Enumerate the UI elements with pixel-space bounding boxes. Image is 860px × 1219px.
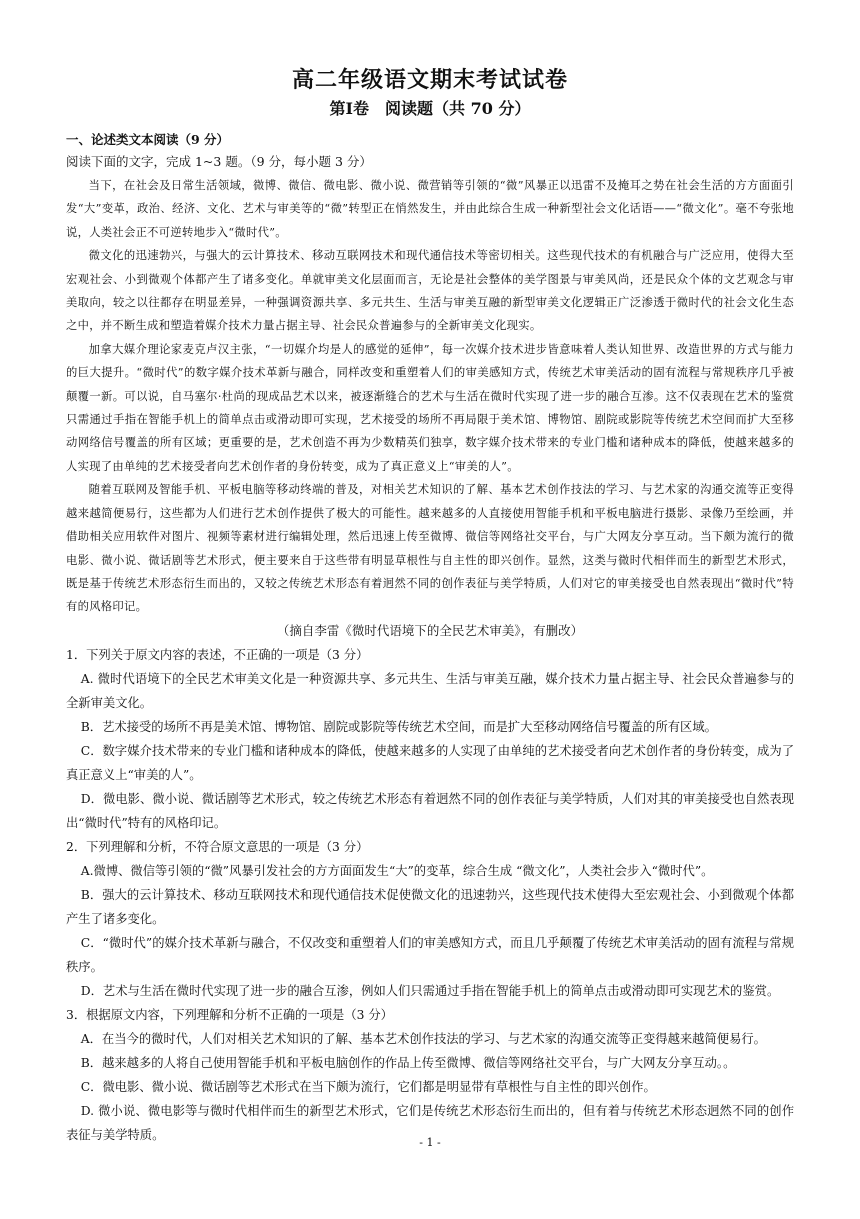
passage-paragraph-4: 随着互联网及智能手机、平板电脑等移动终端的普及，对相关艺术知识的了解、基本艺术创作技法的学习、与艺术家的沟通交流等正变得越来越简便易行，这些都为人们进行艺术创作提供了极大的可能性。越来越多的人直接使用智能手机和平板电脑进行摄影、录像乃至绘画，并借助相关应用软件对图片、视频等素材进行编辑处理，然后迅速上传至微博、微信等网络社交平台，与广大网友分享互动。当下颇为流行的微电影、微小说、微话剧等艺术形式，便主要来自于这些带有明显草根性与自主性的即兴创作。显然，这类与微时代相伴而生的新型艺术形式，既是基于传统艺术形态衍生而出的，又较之传统艺术形态有着迥然不同的创作表征与美学特质，人们对它的审美接受也自然表现出“微时代”特有的风格印记。 — [66, 483, 794, 614]
exam-title: 高二年级语文期末考试试卷 — [291, 67, 568, 93]
passage-paragraph-3: 加拿大媒介理论家麦克卢汉主张，“一切媒介均是人的感觉的延伸”，每一次媒介技术进步皆意味着人类认知世界、改造世界的方式与能力的巨大提升。“微时代”的数字媒介技术革新与融合，同样改变和重塑着人们的审美感知方式，传统艺术审美活动的固有流程与常规秩序几乎被颠覆一新。可以说，自马塞尔·杜尚的现成品艺术以来，被逐渐缝合的艺术与生活在微时代实现了进一步的融合互渗。这不仅表现在艺术的鉴赏只需通过手指在智能手机上的简单点击或滑动即可实现，艺术接受的场所不再局限于美术馆、博物馆、剧院或影院等传统艺术空间而扩大至移动网络信号覆盖的所有区域；更重要的是，艺术创造不再为少数精英们独享，数字媒介技术带来的专业门槛和诸种成本的降低，使越来越多的人实现了由单纯的艺术接受者向艺术创作者的身份转变，成为了真正意义上“审美的人”。 — [66, 342, 794, 473]
option-b: B．强大的云计算技术、移动互联网技术和现代通信技术促使微文化的迅速勃兴，这些现代技术使得大至宏观社会、小到微观个体都产生了诸多变化。 — [66, 887, 794, 926]
option-d: D．微电影、微小说、微话剧等艺术形式，较之传统艺术形态有着迥然不同的创作表征与美学特质，人们对其的审美接受也自然表现出“微时代”特有的风格印记。 — [66, 791, 794, 830]
option-c: C．数字媒介技术带来的专业门槛和诸种成本的降低，使越来越多的人实现了由单纯的艺术接受者向艺术创作者的身份转变，成为了真正意义上“审美的人”。 — [66, 743, 794, 782]
question-stem: 1．下列关于原文内容的表述，不正确的一项是（3 分） — [66, 647, 369, 662]
question-stem: 2．下列理解和分析，不符合原文意思的一项是（3 分） — [66, 839, 369, 854]
option-d: D．艺术与生活在微时代实现了进一步的融合互渗，例如人们只需通过手指在智能手机上的简单点击或滑动即可实现艺术的鉴赏。 — [80, 983, 780, 998]
section-instruction: 阅读下面的文字，完成 1~3 题。（9 分，每小题 3 分） — [66, 154, 372, 169]
question-stem: 3．根据原文内容，下列理解和分析不正确的一项是（3 分） — [66, 1007, 393, 1022]
question-3 — [66, 1003, 794, 1147]
question-1 — [66, 643, 794, 835]
option-a: A．在当今的微时代，人们对相关艺术知识的了解、基本艺术创作技法的学习、与艺术家的沟通交流等正变得越来越简便易行。 — [80, 1031, 766, 1046]
exam-content — [66, 130, 794, 1147]
part-title: 第Ⅰ卷 阅读题（共 70 分） — [329, 99, 531, 118]
passage-source: （摘自李雷《微时代语境下的全民艺术审美》，有删改） — [276, 622, 584, 638]
option-c: C．“微时代”的媒介技术革新与融合，不仅改变和重塑着人们的审美感知方式，而且几乎颠覆了传统艺术审美活动的固有流程与常规秩序。 — [66, 935, 794, 974]
passage-paragraph-1: 当下，在社会及日常生活领域，微博、微信、微电影、微小说、微营销等引领的“微”风暴正以迅雷不及掩耳之势在社会生活的方方面面引发“大”变革，政治、经济、文化、艺术与审美等的“微”转型正在悄然发生，并由此综合生成一种新型社会文化话语——“微文化”。毫不夸张地说，人类社会正不可逆转地步入“微时代”。 — [66, 179, 794, 239]
question-2 — [66, 835, 794, 1003]
option-c: C．微电影、微小说、微话剧等艺术形式在当下颇为流行，它们都是明显带有草根性与自主性的即兴创作。 — [80, 1079, 656, 1094]
option-a: A.微博、微信等引领的“微”风暴引发社会的方方面面发生“大”的变革，综合生成 “微文化”，人类社会步入“微时代”。 — [80, 863, 714, 878]
option-d: D. 微小说、微电影等与微时代相伴而生的新型艺术形式，它们是传统艺术形态衍生而出的，但有着与传统艺术形态迥然不同的创作表征与美学特质。 — [66, 1103, 794, 1142]
option-b: B．越来越多的人将自己使用智能手机和平板电脑创作的作品上传至微博、微信等网络社交平台，与广大网友分享互动。。 — [80, 1055, 736, 1070]
passage-paragraph-2: 微文化的迅速勃兴，与强大的云计算技术、移动互联网技术和现代通信技术等密切相关。这些现代技术的有机融合与广泛应用，使得大至宏观社会、小到微观个体都产生了诸多变化。单就审美文化层面而言，无论是社会整体的美学图景与审美风尚，还是民众个体的文艺观念与审美取向，较之以往都存在明显差异，一种强调资源共享、多元共生、生活与审美互融的新型审美文化逻辑正广泛渗透于微时代的社会文化生态之中，并不断生成和塑造着媒介技术力量占据主导、社会民众普遍参与的全新审美文化现实。 — [66, 249, 794, 333]
page-number: - 1 - — [419, 1136, 441, 1149]
section-heading: 一、论述类文本阅读（9 分） — [66, 132, 230, 147]
option-a: A. 微时代语境下的全民艺术审美文化是一种资源共享、多元共生、生活与审美互融，媒介技术力量占据主导、社会民众普遍参与的全新审美文化。 — [66, 671, 794, 710]
option-b: B．艺术接受的场所不再是美术馆、博物馆、剧院或影院等传统艺术空间，而是扩大至移动网络信号覆盖的所有区域。 — [80, 719, 717, 734]
